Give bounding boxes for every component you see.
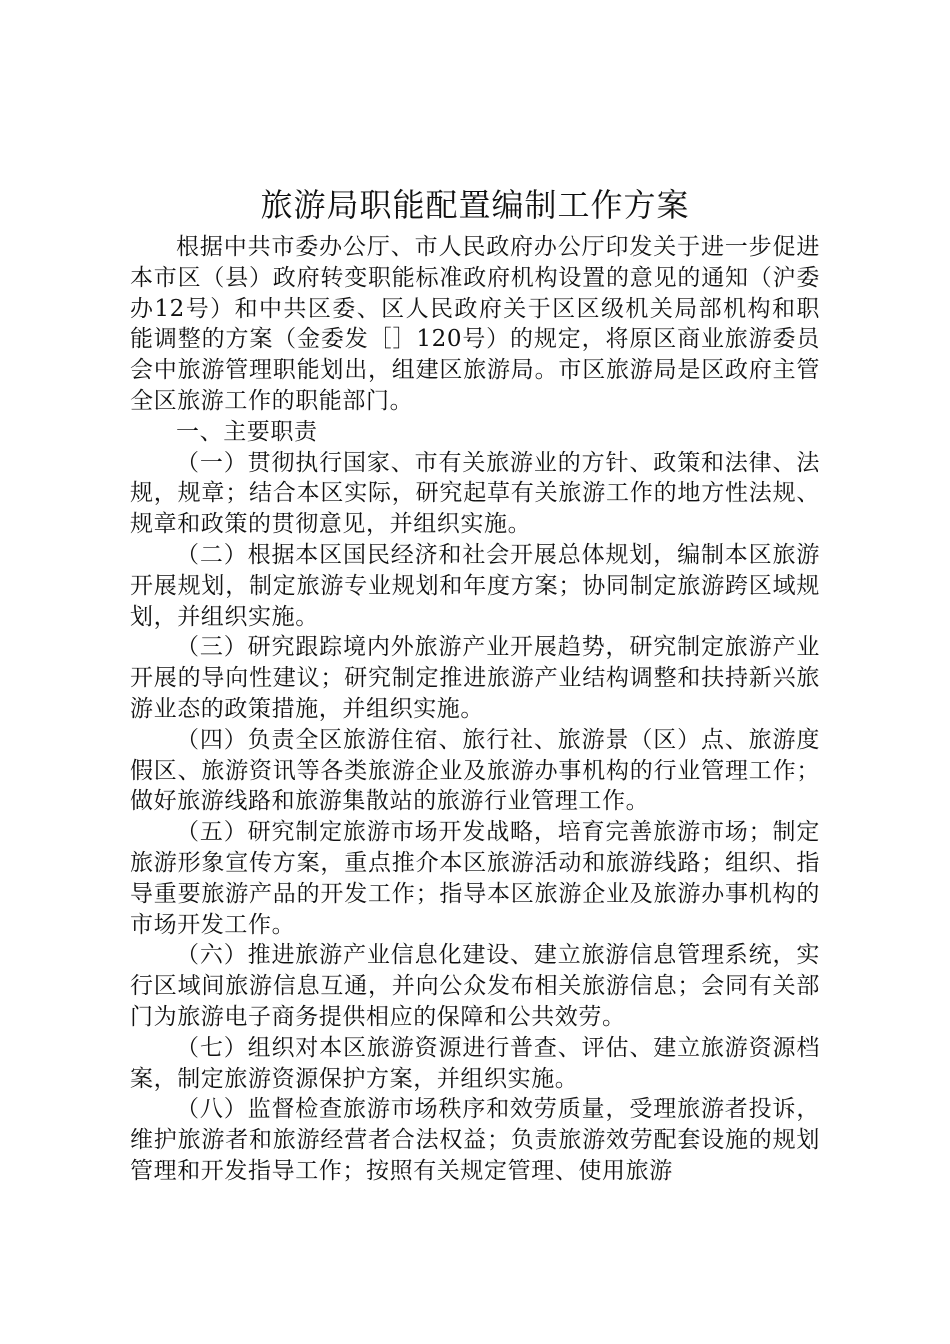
duty-item-4: （四）负责全区旅游住宿、旅行社、旅游景（区）点、旅游度假区、旅游资讯等各类旅游企业及旅游办事机构的行业管理工作；做好旅游线路和旅游集散站的旅游行业管理工作。 (130, 726, 820, 815)
duty-item-8: （八）监督检查旅游市场秩序和效劳质量，受理旅游者投诉，维护旅游者和旅游经营者合法权益；负责旅游效劳配套设施的规划管理和开发指导工作；按照有关规定管理、使用旅游 (130, 1096, 820, 1184)
document-page (130, 180, 820, 1187)
duty-item-1: （一）贯彻执行国家、市有关旅游业的方针、政策和法律、法规，规章；结合本区实际，研究起草有关旅游工作的地方性法规、规章和政策的贯彻意见，并组织实施。 (130, 449, 820, 538)
duty-item-7: （七）组织对本区旅游资源进行普查、评估、建立旅游资源档案，制定旅游资源保护方案，并组织实施。 (130, 1034, 820, 1092)
duty-item-3: （三）研究跟踪境内外旅游产业开展趋势，研究制定旅游产业开展的导向性建议；研究制定推进旅游产业结构调整和扶持新兴旅游业态的政策措施，并组织实施。 (130, 634, 820, 722)
duty-item-6: （六）推进旅游产业信息化建设、建立旅游信息管理系统，实行区域间旅游信息互通，并向公众发布相关旅游信息；会同有关部门为旅游电子商务提供相应的保障和公共效劳。 (130, 942, 820, 1030)
duty-item-5: （五）研究制定旅游市场开发战略，培育完善旅游市场；制定旅游形象宣传方案，重点推介本区旅游活动和旅游线路；组织、指导重要旅游产品的开发工作；指导本区旅游企业及旅游办事机构的市场开发工作。 (130, 819, 820, 938)
document-title: 旅游局职能配置编制工作方案 (260, 186, 690, 224)
duty-item-2: （二）根据本区国民经济和社会开展总体规划，编制本区旅游开展规划，制定旅游专业规划和年度方案；协同制定旅游跨区域规划，并组织实施。 (130, 541, 820, 630)
intro-paragraph: 根据中共市委办公厅、市人民政府办公厅印发关于进一步促进本市区（县）政府转变职能标准政府机构设置的意见的通知（沪委办12号）和中共区委、区人民政府关于区区级机关局部机构和职能调整的方案（金委发［］120号）的规定，将原区商业旅游委员会中旅游管理职能划出，组建区旅游局。市区旅游局是区政府主管全区旅游工作的职能部门。 (130, 234, 820, 414)
section-heading: 一、主要职责 (176, 418, 318, 445)
